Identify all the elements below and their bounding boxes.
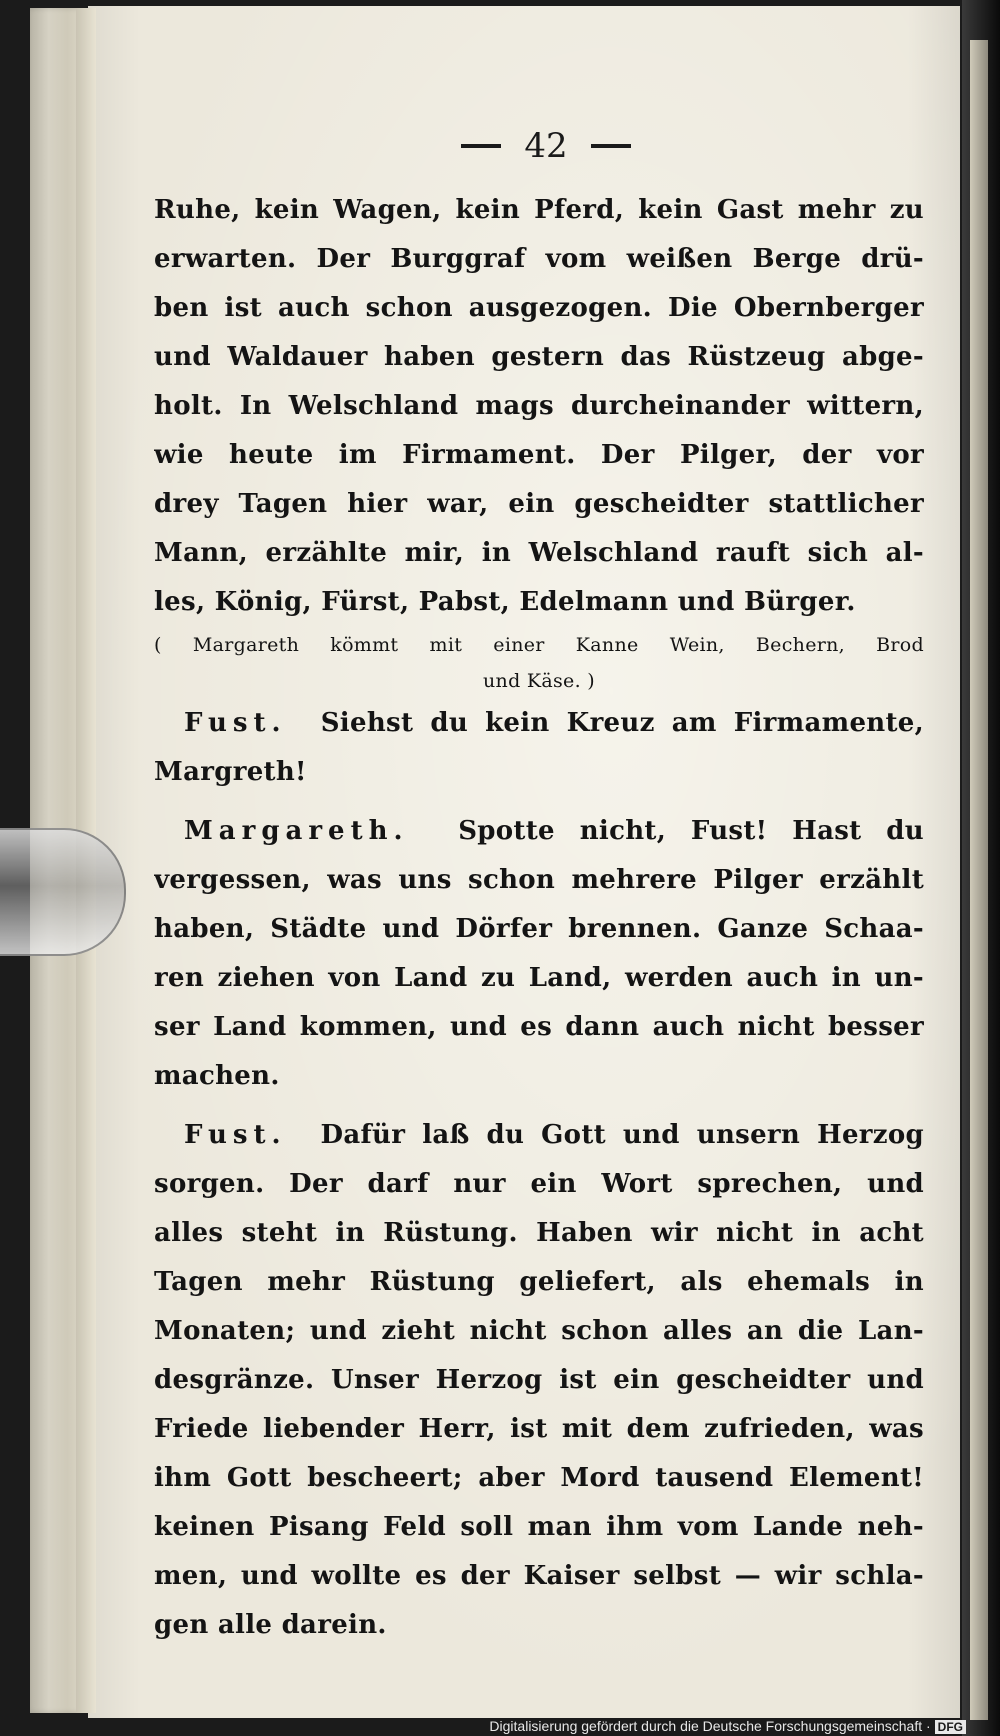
text-line: ben ist auch schon ausgezogen. Die Obernberger (154, 293, 924, 323)
speaker-name: Fust. (184, 1120, 287, 1150)
page-header (436, 126, 656, 166)
speech-line (154, 699, 924, 748)
speech-line (154, 1111, 924, 1160)
speech-line: Tagen mehr Rüstung geliefert, als ehemals in (154, 1267, 924, 1297)
speech-line: ren ziehen von Land zu Land, werden auch in un- (154, 963, 924, 993)
speech-line: men, und wollte es der Kaiser selbst — wir schla- (154, 1561, 924, 1591)
speech-line: Friede liebender Herr, ist mit dem zufrieden, was (154, 1414, 924, 1444)
text-line: Mann, erzählte mir, in Welschland rauft sich al- (154, 538, 924, 568)
text-line: erwarten. Der Burggraf vom weißen Berge drü- (154, 244, 924, 274)
speaker-name: Fust. (184, 708, 287, 738)
text-line: les, König, Fürst, Pabst, Edelmann und Bürger. (154, 587, 856, 617)
page-number: 42 (524, 126, 568, 166)
speech-line: ser Land kommen, und es dann auch nicht besser (154, 1012, 924, 1042)
speech-line: desgränze. Unser Herzog ist ein gescheidter und (154, 1365, 924, 1395)
adjacent-page-edge (970, 40, 988, 1720)
speech-line: alles steht in Rüstung. Haben wir nicht in acht (154, 1218, 924, 1248)
speech-line: keinen Pisang Feld soll man ihm vom Lande neh- (154, 1512, 924, 1542)
speech-line: vergessen, was uns schon mehrere Pilger erzählt (154, 865, 924, 895)
speech-text: Siehst du kein Kreuz am Firmamente, (320, 708, 924, 738)
page-clip (0, 828, 126, 956)
speech-line: haben, Städte und Dörfer brennen. Ganze Schaa- (154, 914, 924, 944)
digitization-credit (489, 1718, 966, 1734)
text-line: holt. In Welschland mags durcheinander wittern, (154, 391, 924, 421)
credit-text: Digitalisierung gefördert durch die Deutsche Forschungsgemeinschaft · (489, 1718, 931, 1734)
speech-line: gen alle darein. (154, 1610, 387, 1640)
speech-line: ihm Gott bescheert; aber Mord tausend Element! (154, 1463, 924, 1493)
speech-line: sorgen. Der darf nur ein Wort sprechen, und (154, 1169, 924, 1199)
text-line: und Waldauer haben gestern das Rüstzeug abge- (154, 342, 924, 372)
speaker-name: Margareth. (184, 816, 409, 846)
speech-text: Spotte nicht, Fust! Hast du (458, 816, 924, 846)
text-line: drey Tagen hier war, ein gescheidter stattlicher (154, 489, 924, 519)
speech-line (154, 807, 924, 856)
speech-line: Margreth! (154, 757, 307, 787)
speech-line: Monaten; und zieht nicht schon alles an die Lan- (154, 1316, 924, 1346)
speech-line: machen. (154, 1061, 280, 1091)
header-dash-left (461, 144, 501, 148)
stage-direction: und Käse. ) (483, 670, 595, 692)
speech-text: Dafür laß du Gott und unsern Herzog (320, 1120, 924, 1150)
text-line: wie heute im Firmament. Der Pilger, der vor (154, 440, 924, 470)
dfg-logo: DFG (935, 1720, 966, 1734)
header-dash-right (591, 144, 631, 148)
text-line: Ruhe, kein Wagen, kein Pferd, kein Gast mehr zu (154, 195, 924, 225)
page-body (154, 186, 924, 1650)
stage-direction: ( Margareth kömmt mit einer Kanne Wein, Bechern, Brod (154, 634, 924, 656)
